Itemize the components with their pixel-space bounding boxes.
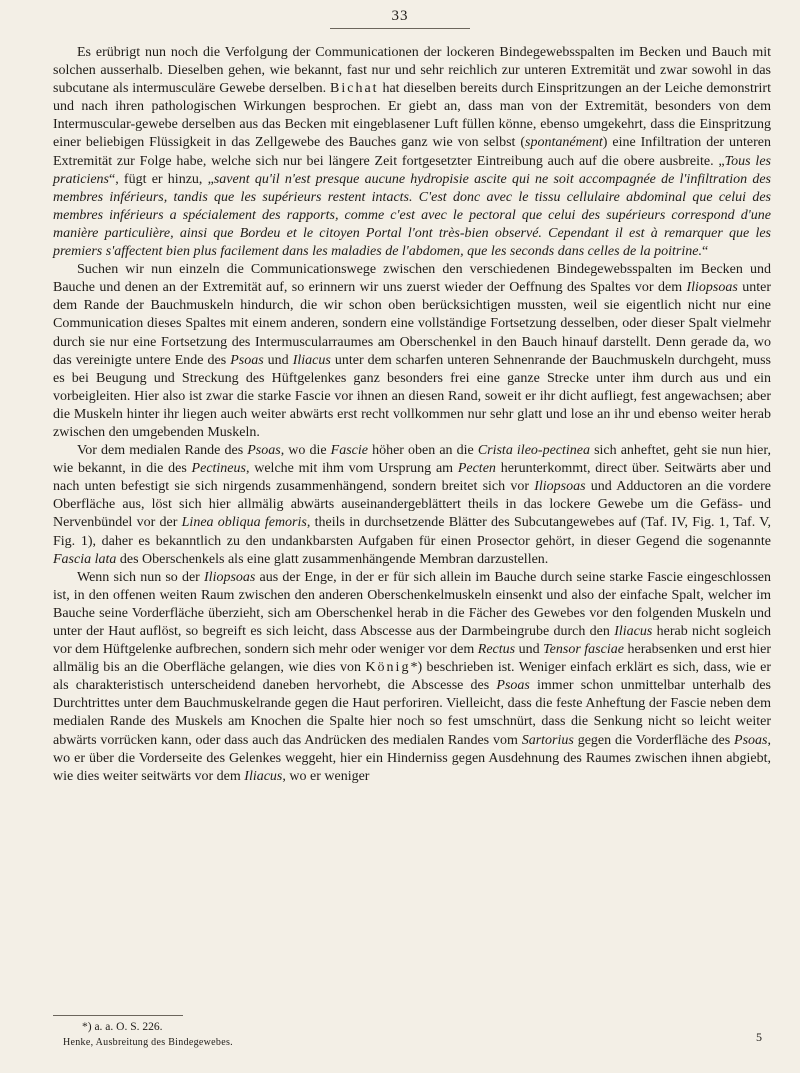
text-run: unter dem Rande der Bauchmuskeln hindurch, die wir schon oben berücksichtigen mussten, weil sie eigentlich nicht nur eine Communication dieses Spaltes mit einem anderen, sondern eine vollständige Fortsetzung desselben, oder dieser Spalt vielmehr durch sie nur eine Fortsetzung des Intermuscularraumes am Oberschenkel in den Bauch hinauf darstellt. Denn gerade da, wo das vereinigte untere Ende des	[53, 280, 771, 368]
italic-term: Psoas	[247, 443, 281, 459]
italic-term: Psoas	[230, 352, 264, 368]
text-run: herunterkommt, direct über. Seitwärts aber und nach unten befestigt sie sich nirgends zusammenhängend, sondern breitet sich vor	[53, 461, 772, 495]
italic-term: Iliopsoas	[686, 280, 738, 296]
italic-term: Iliopsoas	[204, 569, 256, 585]
footnote-rule	[53, 1015, 183, 1016]
text-run: ) eine Infiltration der unteren Extremität zur Folge habe, welche sich nur bei längere Zeit fortgesetzter Eintreibung auch auf die obere ausbreite. „	[53, 135, 771, 169]
italic-term: Iliopsoas	[534, 479, 586, 495]
text-run: , theils in durchsetzende Blätter des Subcutangewebes auf (Taf. IV, Fig. 1, Taf. V, Fig. 1), daher es bekanntlich zu den undankbarsten Aufgaben für einen Prosector gehört, in dieser Gegend die sogenannte	[53, 515, 772, 549]
text-run: , wo die	[280, 443, 331, 459]
text-run: , welche mit ihm vom Ursprung am	[245, 461, 458, 477]
text-run: “, fügt er hinzu, „	[109, 171, 214, 187]
spaced-name: Bichat	[330, 81, 379, 97]
footnote: *) a. a. O. S. 226.	[82, 1021, 163, 1033]
text-run: , wo er über die Vorderseite des Gelenkes weggeht, hier ein Hinderniss gegen Ausdehnung des Raumes zwischen ihnen abgiebt, wie dies weiter seitwärts vor dem	[53, 732, 771, 784]
text-run: und	[515, 642, 544, 658]
paragraph	[53, 442, 771, 569]
italic-term: savent qu'il n'est presque aucune hydropisie ascite qui ne soit accompagnée de l'infiltration des membres inférieurs, tandis que les supérieurs restent intacts. C'est donc avec le tissu cellulaire abdominal que celui des membres inférieurs a spécialement des rapports, comme c'est avec le pectoral que celui des supérieurs correspond d'une manière particulière, ainsi que Bordeu et le citoyen Portal l'ont très-bien observé. Cependant il est à remarquer que les premiers s'affectent bien plus facilement dans les maladies de l'abdomen, que les seconds dans celles de la poitrine.	[53, 171, 771, 260]
italic-term: Rectus	[477, 642, 516, 658]
header-rule	[330, 28, 470, 29]
text-run: herab nicht sogleich vor dem Hüftgelenke aufbrechen, sondern sich mehr oder weniger vor dem	[53, 624, 771, 658]
italic-term: spontanément	[525, 135, 603, 151]
italic-term: Tensor fasciae	[543, 642, 624, 658]
paragraph	[53, 44, 771, 261]
italic-term: Psoas	[734, 732, 768, 748]
text-run: des Oberschenkels als eine glatt zusammenhängende Membran darzustellen.	[116, 551, 549, 567]
text-run: herabsenken und erst hier allmälig bis an die Oberfläche gelangen, wie dies von	[53, 642, 771, 676]
italic-term: Fascie	[330, 443, 368, 459]
printer-signature-line: Henke, Ausbreitung des Bindegewebes.	[63, 1037, 233, 1048]
text-run: , wo er weniger	[282, 768, 370, 784]
text-run: Suchen wir nun einzeln die Communicationswege zwischen den verschiedenen Bindegewebsspalten im Becken und Bauche und denen an der Extremität auf, so erinnern wir uns zuerst wieder der Oeffnung des Spaltes vor dem	[53, 262, 771, 296]
text-run: sich anheftet, geht sie nun hier, wie bekannt, in die des	[53, 443, 771, 477]
spaced-name: König	[365, 660, 411, 676]
text-run: Es erübrigt nun noch die Verfolgung der Communicationen der lockeren Bindegewebsspalten im Becken und Bauch mit solchen ausserhalb. Dieselben gehen, wie bekannt, fast nur und sehr reichlich zur unteren Extremität und zwar sowohl in das subcutane als intermusculäre Gewebe derselben.	[53, 45, 771, 97]
italic-term: Iliacus	[614, 624, 653, 639]
body-text	[53, 44, 771, 786]
text-run: “	[701, 244, 709, 260]
italic-term: Iliacus	[244, 768, 283, 784]
text-run: unter dem scharfen unteren Sehnenrande der Bauchmuskeln durchgeht, muss es bei Beugung und Streckung des Hüftgelenkes ganz besonders frei eine ganze Strecke unter ihm durch aus und ein vorbeigleiten. Hier also ist zwar die starke Fascie vor ihnen an diesen Rand, soweit er ihr dicht aufliegt, fest angewachsen; aber die Muskeln hinter ihr liegen auch weiter abwärts erst recht vollkommen nur sehr glatt und lose an ihr und ebenso weiter herab zwischen den umgebenden Muskeln.	[53, 352, 772, 440]
italic-term: Pecten	[457, 461, 496, 477]
text-run: hat dieselben bereits durch Einspritzungen an der Leiche demonstrirt und nach ihren pathologischen Wirkungen besprochen. Er giebt an, dass man von der Extremität, besonders von dem Intermuscular-gewebe derselben aus das Becken mit eingeblasener Luft füllen könne, ebenso umgekehrt, dass die Einspritzung einer beliebigen Flüssigkeit in das Zellgewebe des Bauches ganz wie von selbst (	[53, 81, 771, 151]
italic-term: Linea obliqua femoris	[181, 515, 307, 531]
text-run: Wenn sich nun so der	[77, 569, 205, 585]
italic-term: Iliacus	[292, 352, 331, 368]
italic-term: Fascia lata	[53, 551, 117, 567]
text-run: und Adductoren an die vordere Oberfläche aus, löst sich hier allmälig abwärts auseinandergeblättert theils in das lockere Gewebe um die Gefäss- und Nervenbündel vor der	[53, 479, 771, 531]
text-run: gegen die Vorderfläche des	[573, 732, 735, 748]
italic-term: Sartorius	[521, 732, 574, 748]
text-run: und	[263, 352, 293, 368]
sheet-signature: 5	[756, 1030, 762, 1044]
italic-term: Tous les praticiens	[53, 153, 771, 187]
text-run: *) beschrieben ist. Weniger einfach erklärt es sich, dass, wie er als charakteristisch unterscheidend daneben hervorhebt, die Abscesse des	[53, 660, 771, 694]
text-run: immer schon unmittelbar unterhalb des Durchtrittes unter dem Bauchmuskelrande gegen die Haut perforiren. Vielleicht, dass die feste Anheftung der Fascie neben dem medialen Rande des Muskels am Knochen die Spalte hier noch so fest umschnürt, dass die Senkung nicht so leicht weiter abwärts vorrücken kann, oder dass auch das Andrücken des medialen Randes vom	[53, 678, 771, 748]
text-run: aus der Enge, in der er für sich allein im Bauche durch seine starke Fascie eingeschlossen ist, in den offenen weiten Raum zwischen den anderen Oberschenkelmuskeln einsenkt und also der einfache Spalt, welcher im Bauche seine Vorderfläche überzieht, sich am Oberschenkel herab in die Fächer des Gewebes vor den folgenden Muskeln und unter der Haut auflöst, so begreift es sich leicht, dass Abscesse aus der Darmbeingrube durch den	[53, 569, 771, 639]
text-run: Vor dem medialen Rande des	[77, 443, 248, 459]
italic-term: Crista ileo-pectinea	[477, 443, 590, 459]
paragraph	[53, 569, 771, 786]
text-run: höher oben an die	[367, 443, 478, 459]
paragraph	[53, 261, 771, 442]
italic-term: Psoas	[496, 678, 530, 694]
italic-term: Pectineus	[191, 461, 246, 477]
page-number: 33	[391, 8, 409, 24]
